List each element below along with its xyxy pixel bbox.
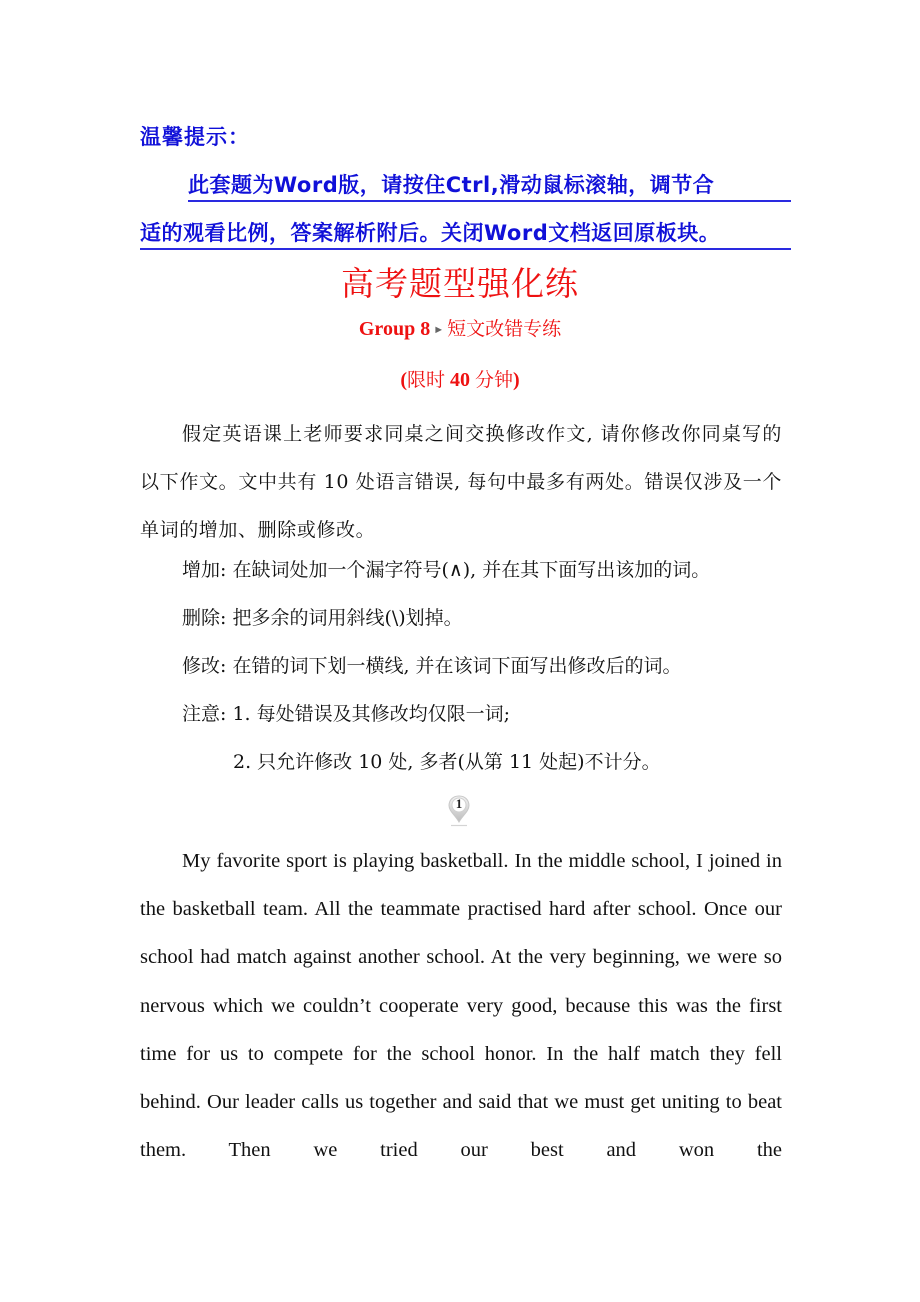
instruction-delete: 删除: 把多余的词用斜线(\)划掉。 [182,607,463,629]
marker-number: 1 [455,796,463,811]
essay-passage: My favorite sport is playing basketball. In the middle school, I joined in the basketball team. All the teammate practised hard after school. Once our school had match against another school. At the very beginning, we were so nervous which we couldn’t cooperate very good, because this was the first time for us to compete for the school honor. In the half match they fell behind. Our leader calls us together and said that we must get uniting to beat them. Then we tried our best and won the [140,850,782,1162]
map-pin-icon [446,794,472,828]
notice-line-1[interactable]: 此套题为Word版，请按住Ctrl,滑动鼠标滚轴，调节合 [188,170,791,202]
topic-label: 短文改错专练 [447,318,562,340]
time-limit-open: ( [400,369,407,391]
notice-heading: 温馨提示： [140,125,250,149]
instruction-note-2: 2. 只允许修改 10 处, 多者(从第 11 处起)不计分。 [233,751,661,773]
instruction-note-1: 注意: 1. 每处错误及其修改均仅限一词; [182,703,511,725]
document-title: 高考题型强化练 [341,264,579,303]
time-limit [0,365,920,392]
notice-line-2[interactable]: 适的观看比例，答案解析附后。关闭Word文档返回原板块。 [140,218,791,250]
group-label: Group 8 [358,318,431,340]
subtitle [0,314,920,341]
time-limit-label: 限时 [406,369,445,391]
instructions-intro: 假定英语课上老师要求同桌之间交换修改作文, 请你修改你同桌写的以下作文。文中共有 10 处语言错误, 每句中最多有两处。错误仅涉及一个单词的增加、删除或修改。 [140,423,782,541]
instruction-modify: 修改: 在错的词下划一横线, 并在该词下面写出修改后的词。 [182,655,682,677]
time-limit-close: ) [513,369,520,391]
time-limit-minutes: 40 [445,369,475,391]
time-limit-unit: 分钟 [475,369,514,391]
instruction-add: 增加: 在缺词处加一个漏字符号(∧), 并在其下面写出该加的词。 [182,559,711,581]
arrow-icon: ► [433,324,445,336]
